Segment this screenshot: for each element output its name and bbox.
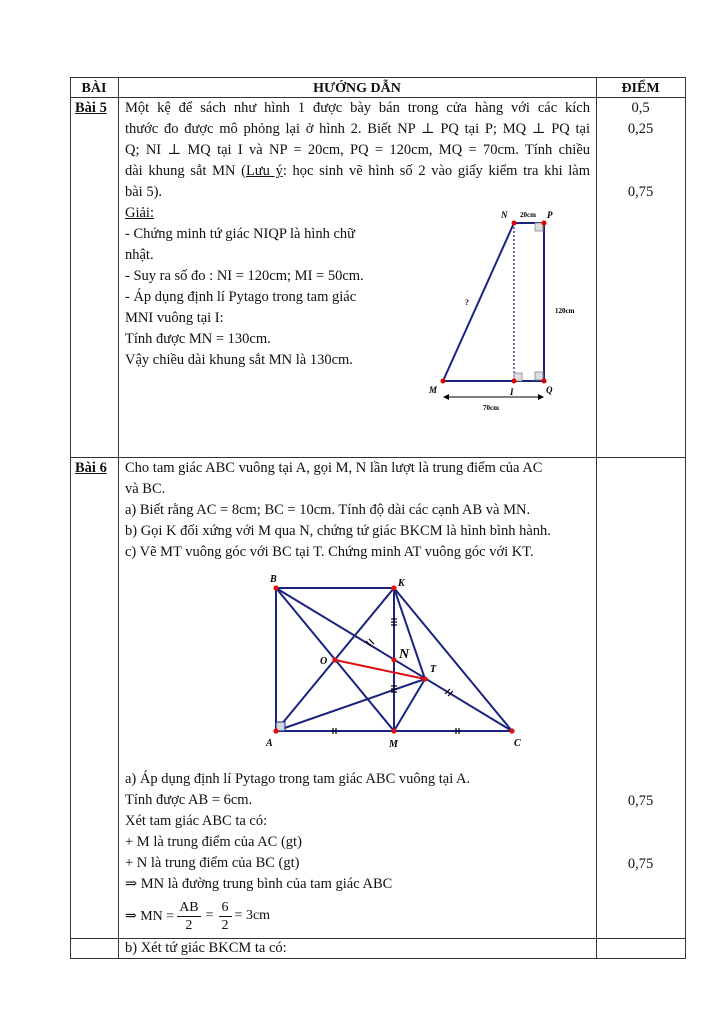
table-border-right (685, 77, 686, 959)
bai6-label-n: N (399, 647, 410, 662)
header-bai: BÀI (81, 81, 107, 96)
bai5-point: 0,75 (627, 184, 654, 200)
table-col-divider (118, 77, 119, 959)
bai6-solution-line: + N là trung điểm của BC (gt) (125, 855, 300, 871)
bai6-solution-line: Tính được AB = 6cm. (125, 792, 253, 808)
bai6-label: Bài 6 (75, 460, 107, 476)
bai6-solution-line: a) Áp dụng định lí Pytago trong tam giác ABC vuông tại A. (125, 771, 471, 787)
bai5-label-mq: 70cm (483, 404, 499, 412)
bai5-points (596, 98, 685, 203)
bai6-problem-line: b) Gọi K đối xứng với M qua N, chứng tứ giác BKCM là hình bình hành. (125, 523, 551, 539)
bai5-label-i: I (510, 387, 514, 397)
formula-lhs: ⇒ MN = (125, 908, 175, 924)
bai5-note-label: Lưu ý (245, 163, 283, 179)
bai6-problem-line: c) Vẽ MT vuông góc với BC tại T. Chứng minh AT vuông góc với KT. (125, 544, 534, 560)
bai5-solution-line: MNI vuông tại I: (125, 310, 224, 326)
bai5-solution-line: - Suy ra số đo : NI = 120cm; MI = 50cm. (125, 268, 364, 284)
table-border-left (70, 77, 71, 959)
bai5-label-np: 20cm (520, 211, 536, 219)
bai5-figure (425, 205, 590, 420)
bai5-label-n: N (501, 210, 508, 220)
bai5-label-unknown: ? (465, 298, 469, 307)
bai5-label-pq: 120cm (555, 307, 575, 315)
bai6-label-o: O (320, 656, 328, 667)
bai6-point: 0,75 (627, 793, 654, 809)
bai5-label: Bài 5 (75, 100, 107, 116)
bai6-solution-line: Xét tam giác ABC ta có: (125, 813, 268, 829)
bai5-problem-end: bài 5). (125, 184, 163, 200)
bai5-problem-line: thước đo được mô phỏng lại ở hình 2. Biết NP ⊥ PQ tại P; MQ ⊥ PQ tại (125, 121, 590, 137)
bai6-part-b-start: b) Xét tứ giác BKCM ta có: (125, 940, 287, 956)
bai6-label-a: A (266, 738, 273, 749)
formula-fraction-2: $\frac{6}{2}$ (219, 899, 232, 934)
bai6-problem-line: a) Biết rằng AC = 8cm; BC = 10cm. Tính độ dài các cạnh AB và MN. (125, 502, 531, 518)
bai6-figure (262, 572, 532, 752)
bai6-problem (125, 458, 590, 563)
bai6-solution-line: ⇒ MN là đường trung bình của tam giác ABC (125, 876, 393, 892)
bai6-label-m: M (389, 739, 398, 750)
bai6-problem-line: và BC. (125, 481, 166, 497)
bai6-point: 0,75 (627, 856, 654, 872)
bai6-solution (125, 769, 590, 895)
header-diem: ĐIỂM (621, 81, 660, 96)
bai5-label-q: Q (546, 385, 553, 395)
bai5-point: 0,5 (631, 100, 650, 116)
bai5-problem-line: Q; NI ⊥ MQ tại I và NP = 20cm, PQ = 120cm, MQ = 70cm. Tính chiều (125, 142, 590, 158)
bai5-solution-line: - Chứng minh tứ giác NIQP là hình chữ (125, 226, 356, 242)
bai5-problem-line: Một kệ để sách như hình 1 được bày bán trong cửa hàng với các kích (125, 100, 590, 116)
bai6-label-b: B (270, 574, 277, 585)
bai6-label-k: K (398, 578, 405, 589)
formula-fraction-1: $\frac{AB}{2}$ (179, 899, 199, 933)
bai6-label-t: T (430, 664, 437, 675)
bai6-problem-line: Cho tam giác ABC vuông tại A, gọi M, N lần lượt là trung điểm của AC (125, 460, 543, 476)
bai5-label-m: M (429, 385, 438, 395)
bai6-solution-line: + M là trung điểm của AC (gt) (125, 834, 302, 850)
formula-rhs: = 3cm (234, 908, 271, 923)
bai5-solution-title: Giải: (125, 205, 154, 221)
bai6-formula: ⇒ MN = $\frac{AB}{2}$ = $\frac{6}{2}$ = 3cm (125, 899, 271, 933)
bai6-label-c: C (514, 738, 521, 749)
bai5-problem-line: dài khung sắt MN (Lưu ý: học sinh vẽ hình số 2 vào giấy kiểm tra khi làm (125, 163, 591, 179)
bai5-solution-line: nhật. (125, 247, 154, 263)
bai5-point: 0,25 (627, 121, 654, 137)
bai5-label-p: P (547, 210, 553, 220)
bai5-solution-line: - Áp dụng định lí Pytago trong tam giác (125, 289, 357, 305)
table-col-divider (596, 77, 597, 959)
bai5-solution-line: Vậy chiều dài khung sắt MN là 130cm. (125, 352, 353, 368)
bai5-solution-line: Tính được MN = 130cm. (125, 331, 271, 347)
header-huong-dan: HƯỚNG DẪN (313, 81, 401, 96)
